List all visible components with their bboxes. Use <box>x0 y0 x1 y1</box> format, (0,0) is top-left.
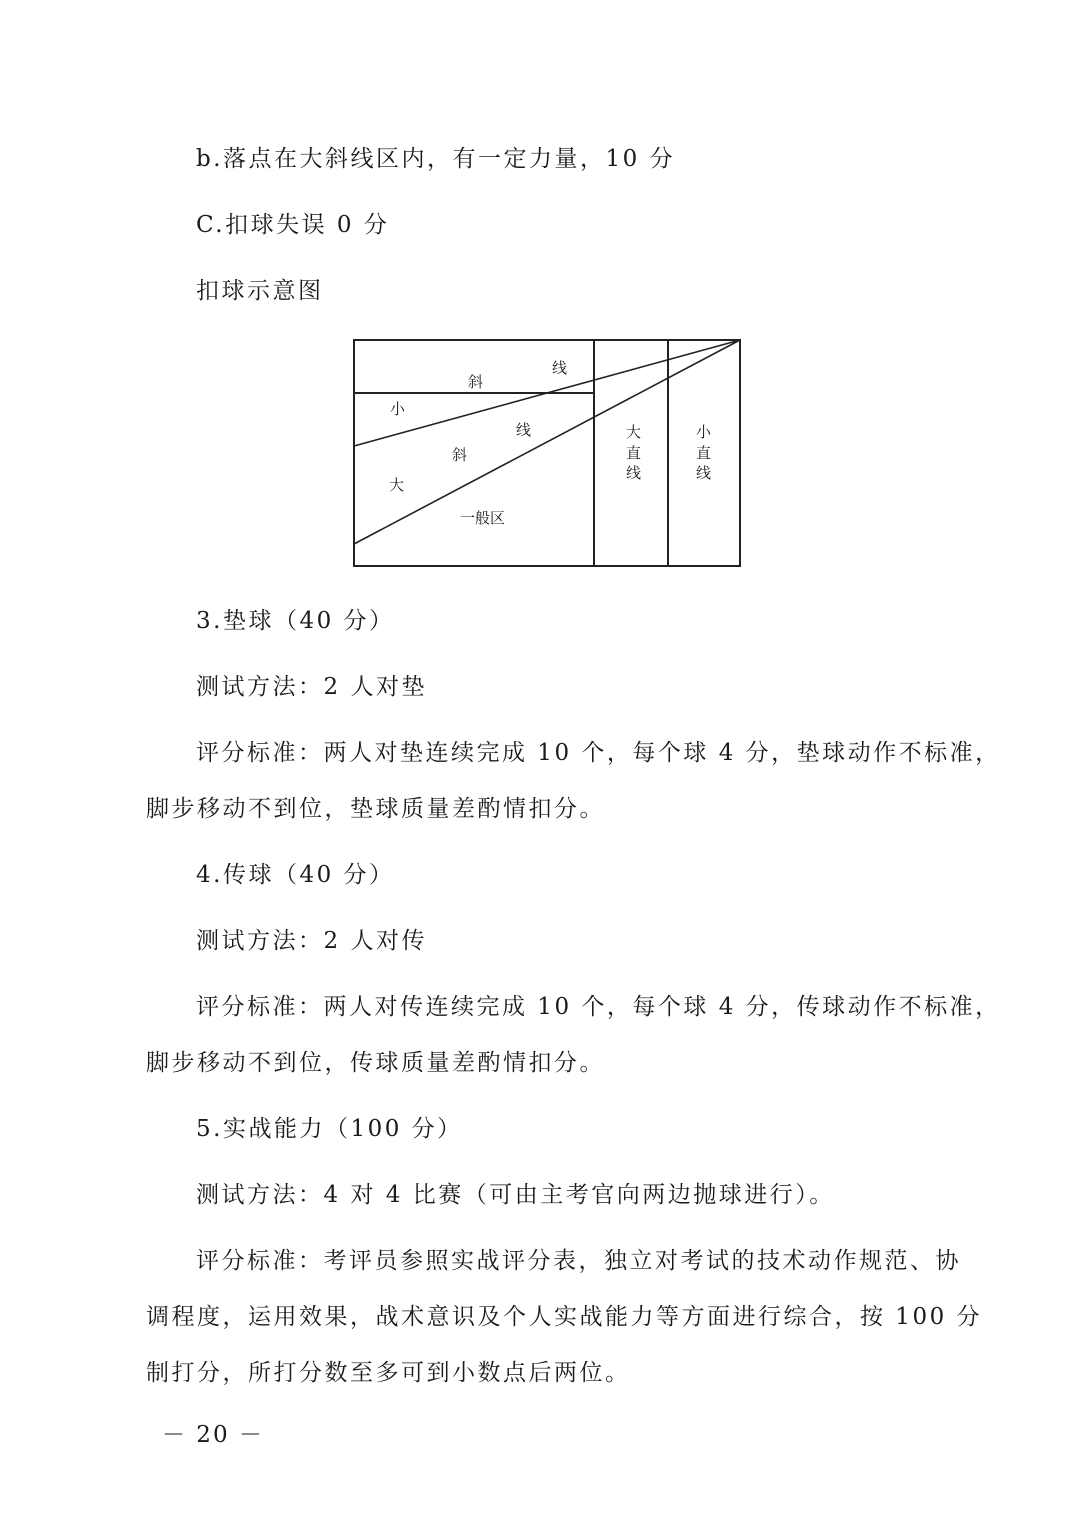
set-criteria-line-1: 评分标准：两人对传连续完成 10 个，每个球 4 分，传球动作不标准， <box>196 994 1001 1020</box>
court-border <box>354 340 740 566</box>
bump-criteria-line-1: 评分标准：两人对垫连续完成 10 个，每个球 4 分，垫球动作不标准， <box>196 740 1001 766</box>
bump-method: 测试方法：2 人对垫 <box>196 674 427 700</box>
label-small-cross-3: 小 <box>390 400 406 418</box>
label-big-line-1: 大 <box>626 423 642 441</box>
label-small-line-1: 小 <box>696 423 712 441</box>
label-small-line-2: 直 <box>696 444 712 462</box>
label-big-cross-1: 线 <box>516 421 532 439</box>
set-method: 测试方法：2 人对传 <box>196 928 427 954</box>
label-general-zone: 一般区 <box>460 509 506 527</box>
label-small-cross-1: 斜 <box>468 373 484 391</box>
label-big-cross-3: 大 <box>389 476 405 494</box>
set-criteria-line-2: 脚步移动不到位，传球质量差酌情扣分。 <box>146 1050 605 1076</box>
bump-criteria-line-2: 脚步移动不到位，垫球质量差酌情扣分。 <box>146 796 605 822</box>
match-criteria-line-3: 制打分，所打分数至多可到小数点后两位。 <box>146 1360 631 1386</box>
spike-figure-title: 扣球示意图 <box>196 278 324 304</box>
label-big-cross-2: 斜 <box>452 446 468 464</box>
label-small-line-3: 线 <box>696 464 712 482</box>
match-method: 测试方法：4 对 4 比赛（可由主考官向两边抛球进行）。 <box>196 1182 835 1208</box>
spike-criteria-b: b.落点在大斜线区内，有一定力量，10 分 <box>196 146 676 172</box>
label-big-line-2: 直 <box>626 444 642 462</box>
match-criteria-line-1: 评分标准：考评员参照实战评分表，独立对考试的技术动作规范、协 <box>196 1248 961 1274</box>
spike-diagram <box>350 336 744 572</box>
label-small-cross-2: 线 <box>552 359 568 377</box>
big-cross-diagonal <box>354 340 740 544</box>
page-number: － 20 － <box>162 1422 264 1448</box>
set-heading: 4.传球（40 分） <box>196 862 395 888</box>
bump-heading: 3.垫球（40 分） <box>196 608 395 634</box>
label-big-line-3: 线 <box>626 464 642 482</box>
spike-criteria-c: C.扣球失误 0 分 <box>196 212 390 238</box>
match-criteria-line-2: 调程度，运用效果，战术意识及个人实战能力等方面进行综合，按 100 分 <box>146 1304 983 1330</box>
match-heading: 5.实战能力（100 分） <box>196 1116 463 1142</box>
